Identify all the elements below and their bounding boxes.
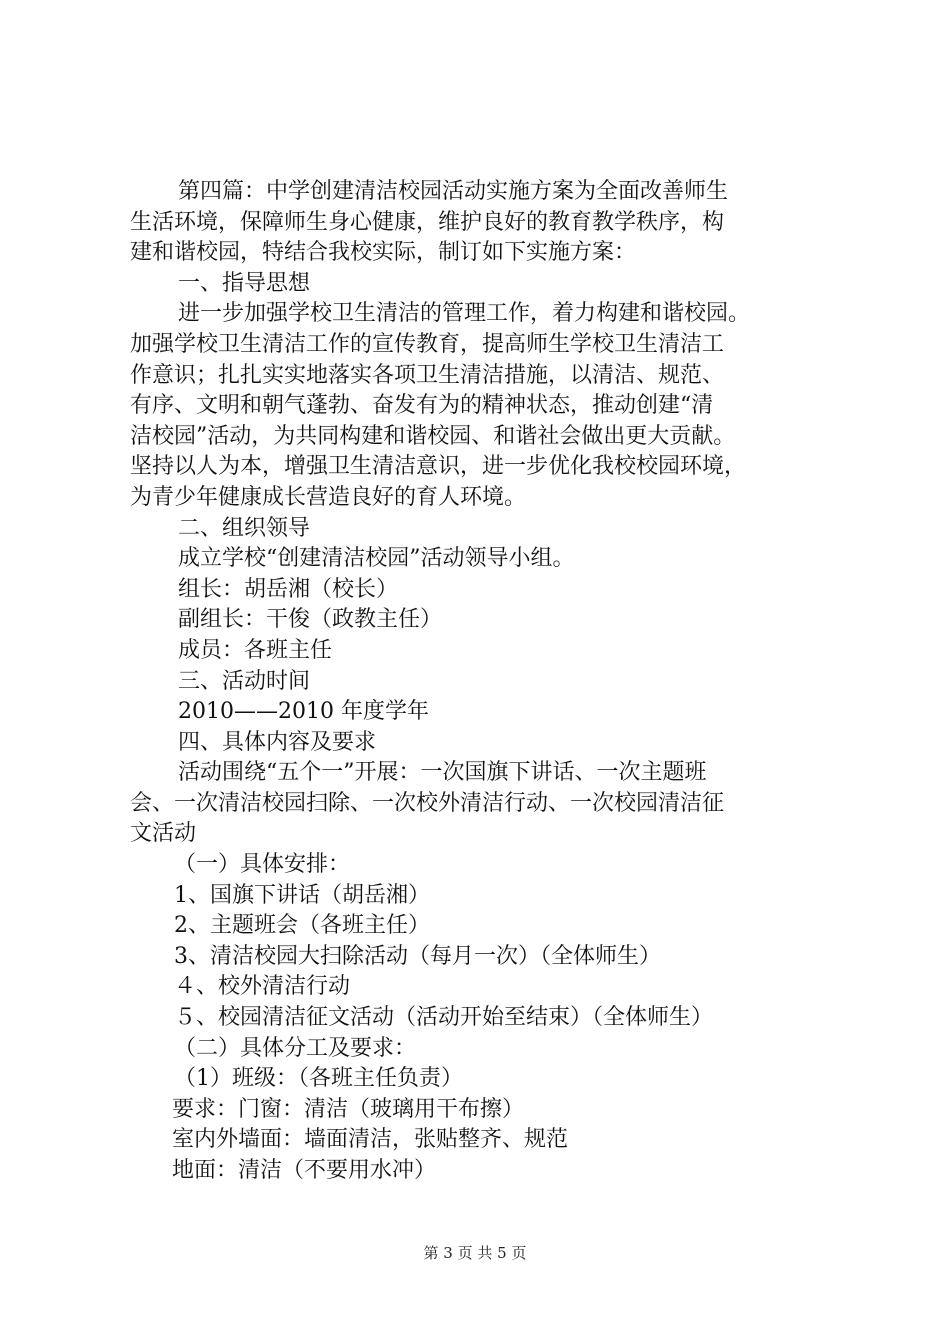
paragraph-line: 第四篇：中学创建清洁校园活动实施方案为全面改善师生 <box>178 179 729 204</box>
section-heading: 一、指导思想 <box>178 270 311 296</box>
paragraph-line: 成员：各班主任 <box>178 637 333 663</box>
paragraph-line: 作意识；扎扎实实地落实各项卫生清洁措施，以清洁、规范、 <box>130 362 725 388</box>
paragraph-line: 为青少年健康成长营造良好的育人环境。 <box>130 484 527 510</box>
paragraph-line: 2010——2010 年度学年 <box>178 699 429 725</box>
list-item: 3、清洁校园大扫除活动（每月一次）（全体师生） <box>174 943 661 969</box>
paragraph-line: 活动围绕“五个一”开展：一次国旗下讲话、一次主题班 <box>178 760 707 786</box>
section-heading: 二、组织领导 <box>178 515 311 541</box>
list-item: 1、国旗下讲话（胡岳湘） <box>174 882 430 908</box>
paragraph-line: 组长：胡岳湘（校长） <box>178 576 399 602</box>
page-number-footer: 第 3 页 共 5 页 <box>423 1244 527 1262</box>
section-heading: 三、活动时间 <box>178 668 311 694</box>
paragraph-line: 要求：门窗：清洁（玻璃用干布擦） <box>172 1096 525 1122</box>
subsection-heading: （一）具体安排： <box>174 852 351 878</box>
paragraph-line: 建和谐校园，特结合我校实际，制订如下实施方案： <box>130 240 637 266</box>
paragraph-line: 室内外墙面：墙面清洁，张贴整齐、规范 <box>172 1127 569 1153</box>
paragraph-line: 进一步加强学校卫生清洁的管理工作，着力构建和谐校园。 <box>178 301 751 327</box>
paragraph-line: 洁校园”活动，为共同构建和谐校园、和谐社会做出更大贡献。 <box>130 423 736 449</box>
paragraph-line: 副组长：干俊（政教主任） <box>178 607 443 633</box>
paragraph-line: 会、一次清洁校园扫除、一次校外清洁行动、一次校园清洁征 <box>130 790 725 816</box>
paragraph-line: 有序、文明和朝气蓬勃、奋发有为的精神状态，推动创建“清 <box>130 393 714 419</box>
paragraph-line: 成立学校“创建清洁校园”活动领导小组。 <box>178 546 575 572</box>
list-item: （1）班级：（各班主任负责） <box>174 1066 463 1092</box>
subsection-heading: （二）具体分工及要求： <box>174 1035 417 1061</box>
list-item: ４、校外清洁行动 <box>174 974 351 1000</box>
paragraph-line: 文活动 <box>130 821 197 847</box>
document-body <box>130 177 820 1187</box>
paragraph-line: 坚持以人为本，增强卫生清洁意识，进一步优化我校校园环境， <box>130 454 747 480</box>
paragraph-line: 生活环境，保障师生身心健康，维护良好的教育教学秩序，构 <box>130 209 725 235</box>
paragraph-line: 地面：清洁（不要用水冲） <box>172 1158 437 1183</box>
list-item: 2、主题班会（各班主任） <box>174 913 430 939</box>
section-heading: 四、具体内容及要求 <box>178 729 377 755</box>
paragraph-line: 加强学校卫生清洁工作的宣传教育，提高师生学校卫生清洁工 <box>130 331 725 357</box>
list-item: ５、校园清洁征文活动（活动开始至结束）（全体师生） <box>174 1005 714 1031</box>
